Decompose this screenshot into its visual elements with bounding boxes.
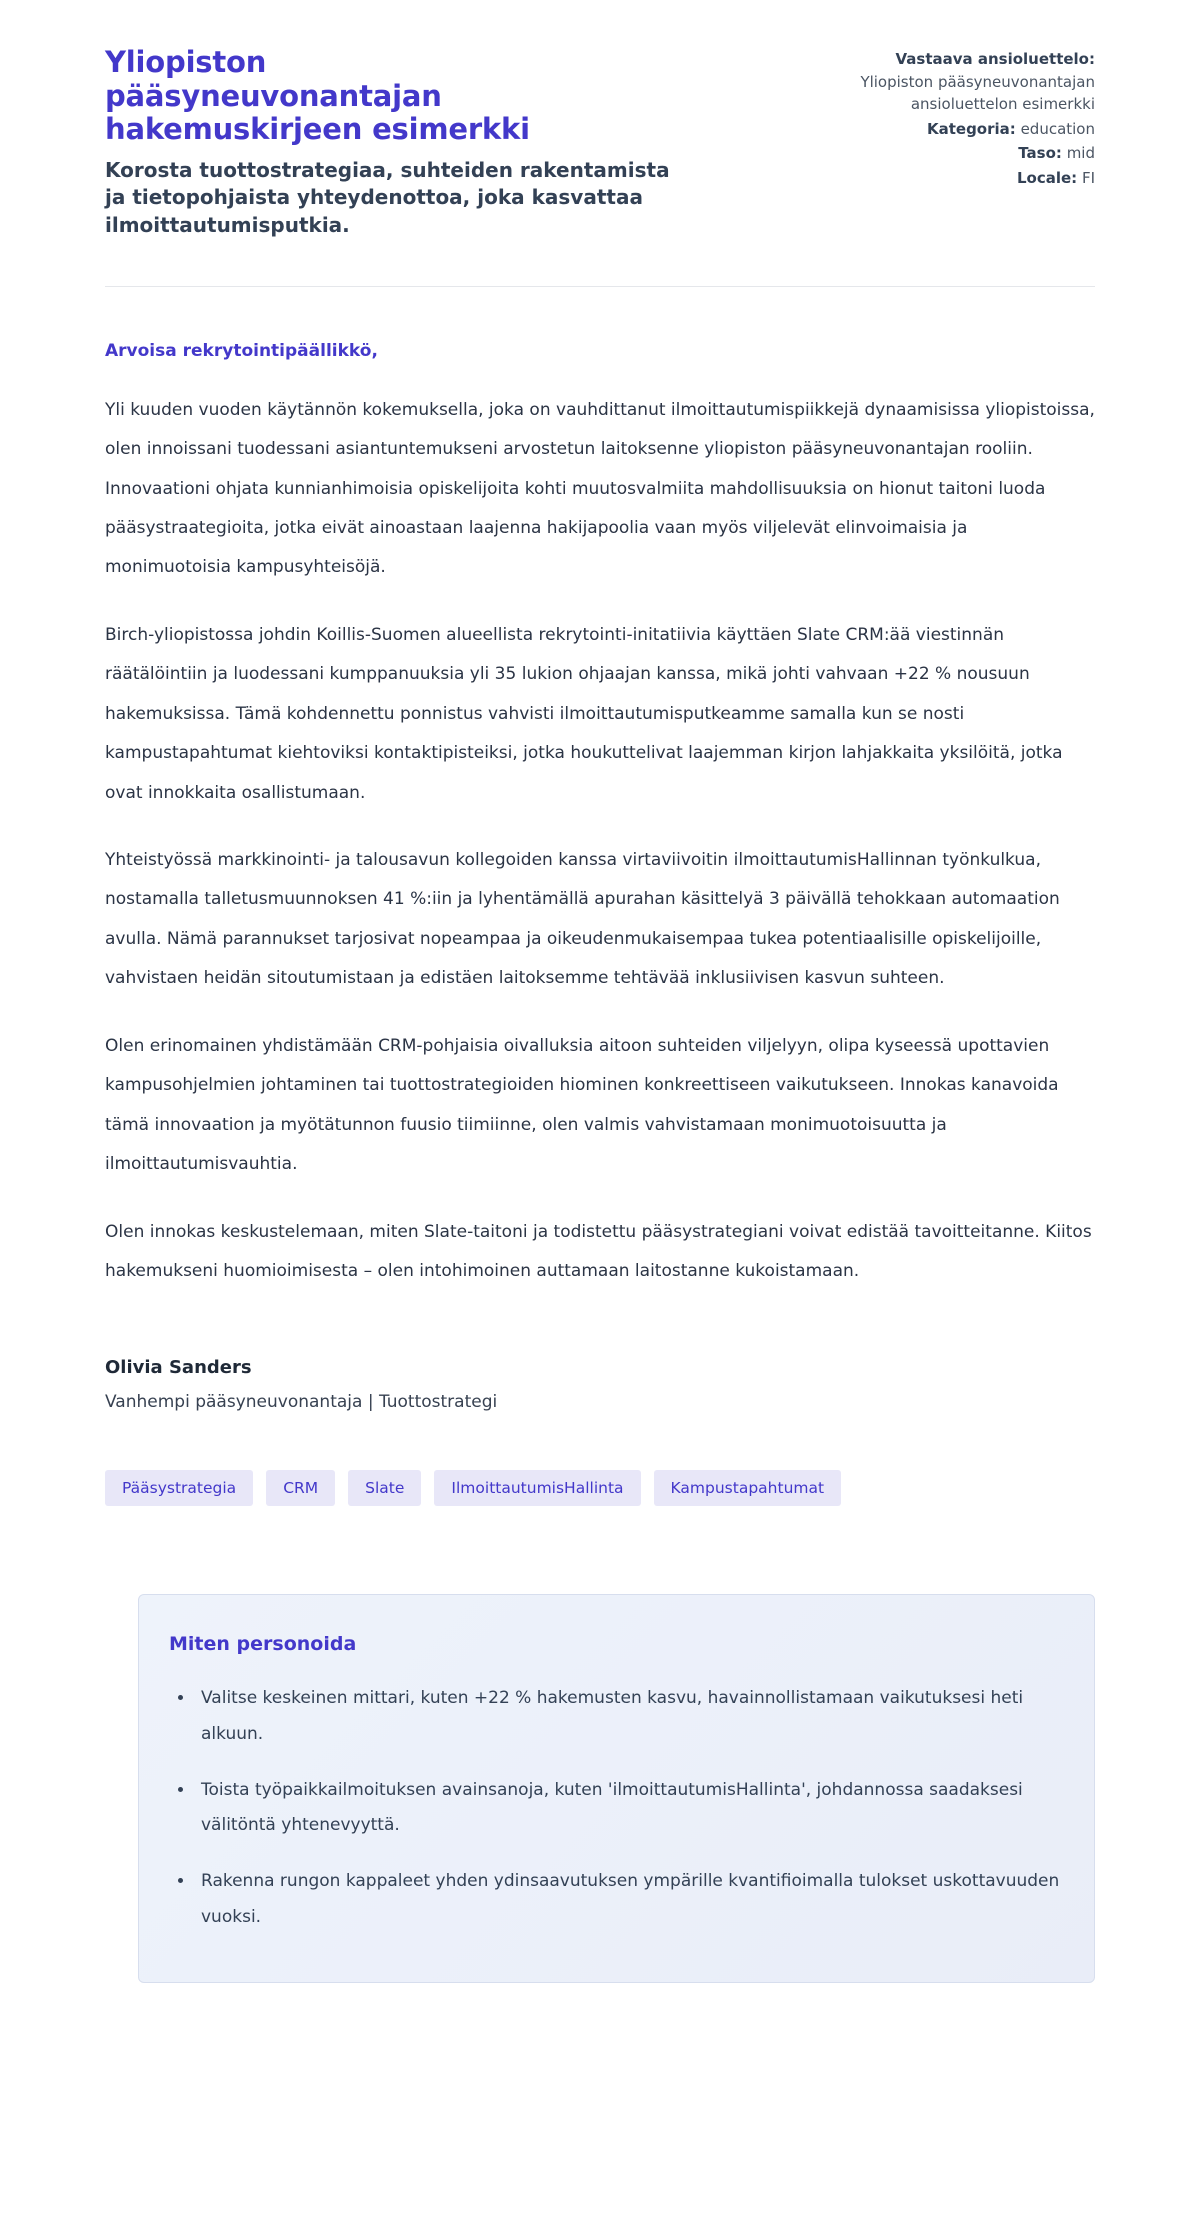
cover-letter-body: [105, 341, 1095, 1413]
category-label: Kategoria:: [926, 119, 1016, 138]
matching-resume-row: [823, 48, 1095, 116]
personalization-tips-card: [138, 1594, 1095, 1982]
page-title: Yliopiston pääsyneuvonantajan hakemuskirjeen esimerkki: [105, 45, 530, 147]
tip-item: • Toista työpaikkailmoituksen avainsanoja, kuten 'ilmoittautumisHallinta', johdannossa saadaksesi välitöntä yhtenevyyttä.: [195, 1773, 1060, 1844]
meta-block: [823, 46, 1095, 191]
locale-value: FI: [1081, 168, 1095, 187]
tag-ilmoittautumishallinta: IlmoittautumisHallinta: [434, 1470, 640, 1506]
category-row: [823, 118, 1095, 141]
tip-item: • Valitse keskeinen mittari, kuten +22 % hakemusten kasvu, havainnollistamaan vaikutuksesi heti alkuun.: [195, 1681, 1060, 1752]
locale-label: Locale:: [1016, 168, 1078, 187]
letter-paragraph: Olen erinomainen yhdistämään CRM-pohjaisia oivalluksia aitoon suhteiden viljelyyn, olipa kyseessä upottavien kampusohjelmien johtaminen tai tuottostrategioiden hiominen konkreettiseen vaikutukseen. Innokas kanavoida tämä innovaation ja myötätunnon fuusio tiimiinne, olen valmis vahvistamaan monimuotoisuutta ja ilmoittautumisvauhtia.: [105, 1035, 1059, 1175]
divider: [105, 286, 1095, 287]
keyword-tags: [105, 1470, 1095, 1506]
category-value: education: [1020, 119, 1095, 138]
matching-resume-link[interactable]: Yliopiston pääsyneuvonantajan ansioluettelon esimerkki: [860, 72, 1095, 113]
tips-heading: Miten personoida: [169, 1633, 357, 1656]
page-subtitle: Korosta tuottostrategiaa, suhteiden rakentamista ja tietopohjaista yhteydenottoa, joka kasvattaa ilmoittautumisputkia.: [105, 157, 670, 238]
locale-row: [823, 167, 1095, 190]
content-container: [105, 0, 1095, 2043]
header-title-block: [105, 46, 685, 240]
tag-paasystrategia: Pääsystrategia: [105, 1470, 253, 1506]
matching-resume-label: Vastaava ansioluettelo:: [895, 50, 1095, 68]
tag-slate: Slate: [348, 1470, 421, 1506]
tag-crm: CRM: [266, 1470, 335, 1506]
letter-paragraph: Yhteistyössä markkinointi- ja talousavun kollegoiden kanssa virtaviivoitin ilmoittautumisHallinnan työnkulkua, nostamalla talletusmuunnoksen 41 %:iin ja lyhentämällä apurahan käsittelyä 3 päivällä tehokkaan automaation avulla. Nämä parannukset tarjosivat nopeampaa ja oikeudenmukaisempaa tukea potentiaalisille opiskelijoille, vahvistaen heidän sitoutumistaan ja edistäen laitoksemme tehtävää inklusiivisen kasvun suhteen.: [105, 850, 1060, 989]
tips-list: [169, 1681, 1060, 1935]
signature-role: Vanhempi pääsyneuvonantaja | Tuottostrategi: [105, 1392, 498, 1413]
level-value: mid: [1066, 144, 1095, 162]
letter-paragraph: Yli kuuden vuoden käytännön kokemuksella, joka on vauhdittanut ilmoittautumispiikkejä dynaamisissa yliopistoissa, olen innoissani tuodessani asiantuntemukseni arvostetun laitoksenne yliopiston pääsyneuvonantajan rooliin. Innovaationi ohjata kunnianhimoisia opiskelijoita kohti muutosvalmiita mahdollisuuksia on hionut taitoni luoda pääsystraategioita, jotka eivät ainoastaan laajenna hakijapoolia vaan myös viljelevät elinvoimaisia ja monimuotoisia kampusyhteisöjä.: [105, 399, 1095, 578]
letter-paragraph: Birch-yliopistossa johdin Koillis-Suomen alueellista rekrytointi-initatiivia käyttäen Slate CRM:ää viestinnän räätälöintiin ja luodessani kumppanuuksia yli 35 lukion ohjaajan kanssa, mikä johti vahvaan +22 % nousuun hakemuksissa. Tämä kohdennettu ponnistus vahvisti ilmoittautumisputkeamme samalla kun se nosti kampustapahtumat kiehtoviksi kontaktipisteiksi, jotka houkuttelivat laajemman kirjon lahjakkaita yksilöitä, jotka ovat innokkaita osallistumaan.: [105, 624, 1063, 803]
tag-kampustapahtumat: Kampustapahtumat: [654, 1470, 842, 1506]
header: [105, 46, 1095, 240]
signature-block: [105, 1357, 1095, 1412]
tip-item: • Rakenna rungon kappaleet yhden ydinsaavutuksen ympärille kvantifioimalla tulokset uskottavuuden vuoksi.: [195, 1864, 1060, 1935]
level-row: [823, 142, 1095, 165]
signature-name: Olivia Sanders: [105, 1357, 252, 1379]
letter-greeting: Arvoisa rekrytointipäällikkö,: [105, 340, 378, 361]
level-label: Taso:: [1018, 144, 1062, 162]
letter-paragraph: Olen innokas keskustelemaan, miten Slate-taitoni ja todistettu pääsystrategiani voivat edistää tavoitteitanne. Kiitos hakemukseni huomioimisesta – olen intohimoinen auttamaan laitostanne kukoistamaan.: [105, 1221, 1092, 1281]
